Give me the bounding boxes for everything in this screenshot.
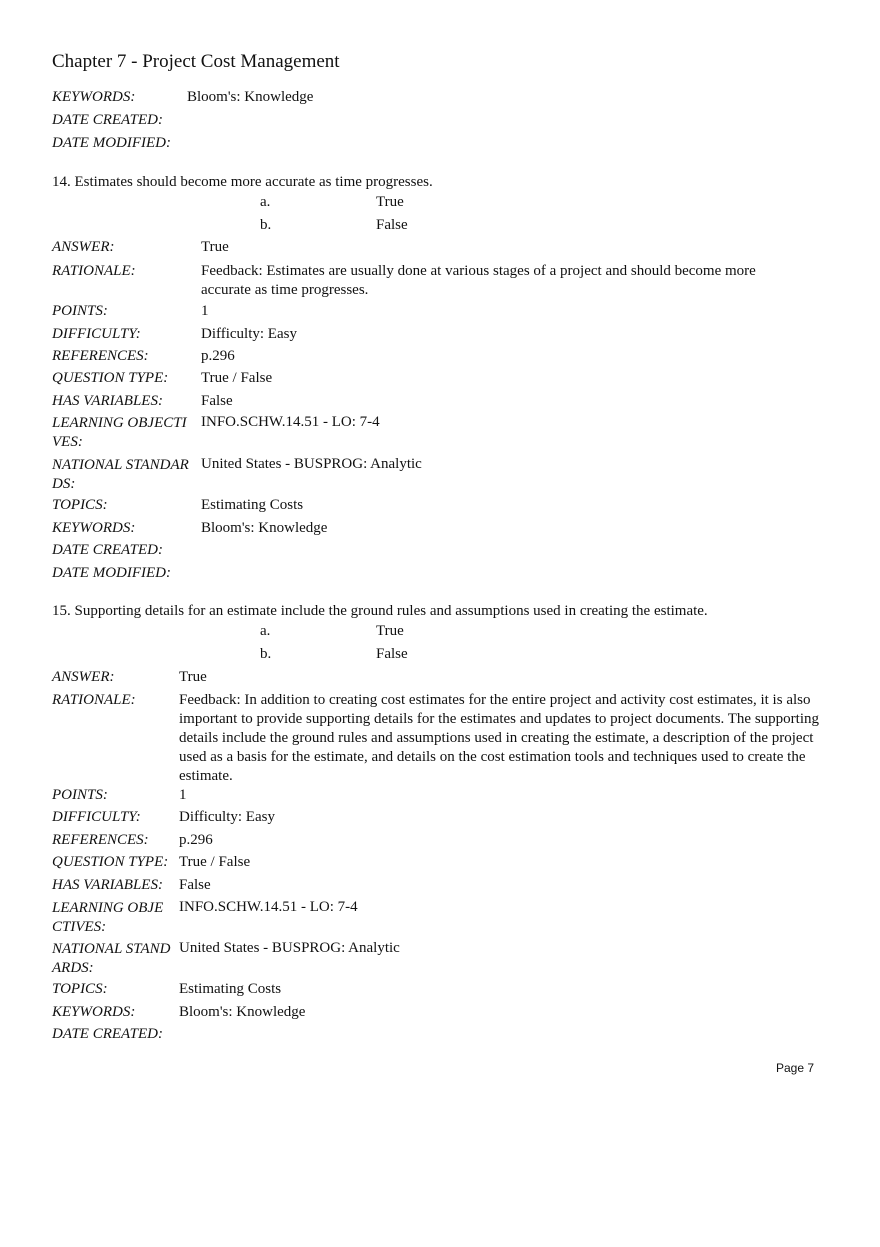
meta-label: POINTS: <box>52 303 108 319</box>
meta-value: True / False <box>179 854 251 870</box>
meta-label: DIFFICULTY: <box>52 809 141 825</box>
meta-label: DATE CREATED: <box>52 1026 163 1042</box>
meta-label: DATE MODIFIED: <box>52 135 171 151</box>
meta-label: TOPICS: <box>52 497 108 513</box>
meta-label <box>52 899 180 937</box>
meta-label-line: DS: <box>52 476 76 492</box>
option-a-text: True <box>376 194 404 210</box>
meta-label: RATIONALE: <box>52 263 136 279</box>
meta-label <box>52 456 202 494</box>
meta-label: RATIONALE: <box>52 692 136 708</box>
meta-label: POINTS: <box>52 787 108 803</box>
meta-value: Bloom's: Knowledge <box>179 1004 306 1020</box>
meta-label: REFERENCES: <box>52 832 149 848</box>
meta-label-line: NATIONAL STANDAR <box>52 457 189 473</box>
meta-value: Difficulty: Easy <box>179 809 275 825</box>
option-a-letter: a. <box>260 194 271 210</box>
meta-label <box>52 414 202 452</box>
rationale-text: Feedback: Estimates are usually done at various stages of a project and should become more accurate as time progresses. <box>201 263 756 298</box>
answer-value: True <box>201 239 229 255</box>
rationale-text: Feedback: In addition to creating cost estimates for the entire project and activity cost estimates, it is also important to provide supporting details for the estimates and updates to project documents. The supporting details include the ground rules and assumptions used in creating the estimate, a description of the project used as a basis for the estimate, and details on the cost estimation tools and techniques used to create the estimate. <box>179 692 820 784</box>
meta-label: REFERENCES: <box>52 348 149 364</box>
meta-value: Bloom's: Knowledge <box>201 520 328 536</box>
meta-value: United States - BUSPROG: Analytic <box>179 940 400 956</box>
meta-label: KEYWORDS: <box>52 520 136 536</box>
meta-label: KEYWORDS: <box>52 1004 136 1020</box>
meta-label <box>52 940 180 978</box>
meta-value: INFO.SCHW.14.51 - LO: 7-4 <box>201 414 380 430</box>
meta-label: ANSWER: <box>52 669 115 685</box>
meta-label-line: NATIONAL STAND <box>52 941 171 957</box>
meta-label: QUESTION TYPE: <box>52 370 169 386</box>
meta-value: p.296 <box>179 832 213 848</box>
meta-label: KEYWORDS: <box>52 89 136 105</box>
meta-label-line: LEARNING OBJE <box>52 900 164 916</box>
meta-value: Difficulty: Easy <box>201 326 297 342</box>
meta-label: QUESTION TYPE: <box>52 854 169 870</box>
meta-value: 1 <box>179 787 187 803</box>
meta-label: DATE CREATED: <box>52 112 163 128</box>
meta-value: False <box>201 393 233 409</box>
answer-value: True <box>179 669 207 685</box>
meta-value: Estimating Costs <box>201 497 304 513</box>
meta-label: TOPICS: <box>52 981 108 997</box>
question-15-text: 15. Supporting details for an estimate include the ground rules and assumptions used in creating the estimate. <box>52 603 708 619</box>
option-b-text: False <box>376 646 408 662</box>
meta-label: DATE CREATED: <box>52 542 163 558</box>
meta-value: INFO.SCHW.14.51 - LO: 7-4 <box>179 899 358 915</box>
meta-label: DIFFICULTY: <box>52 326 141 342</box>
meta-label-line: ARDS: <box>52 960 94 976</box>
meta-value: True / False <box>201 370 273 386</box>
meta-label-line: CTIVES: <box>52 919 107 935</box>
meta-value: United States - BUSPROG: Analytic <box>201 456 422 472</box>
meta-label: DATE MODIFIED: <box>52 565 171 581</box>
option-a-letter: a. <box>260 623 271 639</box>
option-b-letter: b. <box>260 646 272 662</box>
meta-value: Bloom's: Knowledge <box>187 89 314 105</box>
meta-label: ANSWER: <box>52 239 115 255</box>
chapter-title: Chapter 7 - Project Cost Management <box>52 51 340 72</box>
meta-label-line: VES: <box>52 434 83 450</box>
option-a-text: True <box>376 623 404 639</box>
meta-label: HAS VARIABLES: <box>52 877 163 893</box>
meta-value: Estimating Costs <box>179 981 282 997</box>
option-b-letter: b. <box>260 217 272 233</box>
meta-label-line: LEARNING OBJECTI <box>52 415 187 431</box>
meta-value: False <box>179 877 211 893</box>
meta-value: 1 <box>201 303 209 319</box>
meta-value: p.296 <box>201 348 235 364</box>
page-number: Page 7 <box>776 1061 815 1075</box>
question-14-text: 14. Estimates should become more accurate as time progresses. <box>52 174 433 190</box>
meta-label: HAS VARIABLES: <box>52 393 163 409</box>
option-b-text: False <box>376 217 408 233</box>
